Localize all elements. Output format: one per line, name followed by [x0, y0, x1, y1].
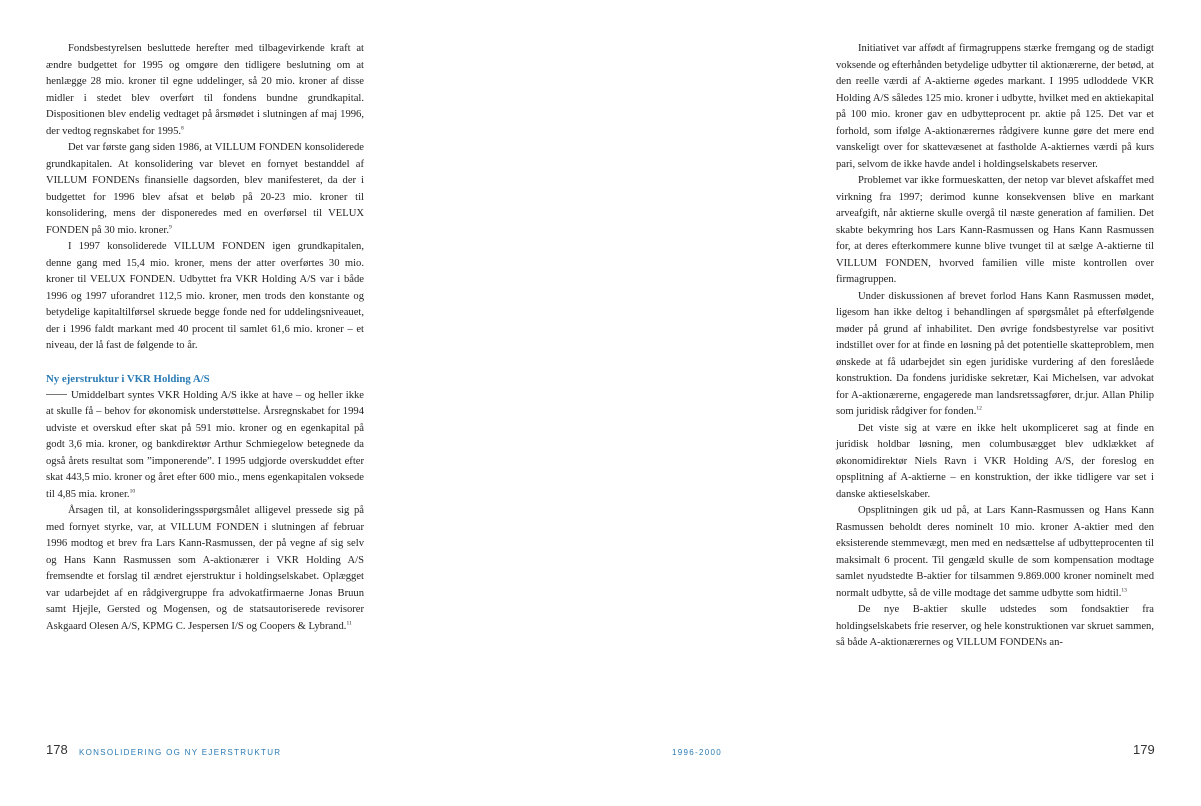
right-page-text: [836, 41, 1154, 652]
paragraph: I 1997 konsoliderede VILLUM FONDEN igen grundkapitalen, denne gang med 15,4 mio. kroner, mens der atter overførtes 30 mio. kroner til VELUX FONDEN. Udbyttet fra VKR Holding A/S var i både 1996 og 1997 uforandret 112,5 mio. kroner, men trods den konstante og betydelige kapitaltilførsel skruede begge fonde ned for uddelingsniveauet, der i 1996 faldt markant med 40 procent til samlet 61,6 mio. kroner – et niveau, der lå fast de følgende to år.: [46, 241, 364, 351]
paragraph: Det viste sig at være en ikke helt ukompliceret sag at finde en juridisk holdbar løsning, men columbusægget blev udklækket af økonomidirektør Niels Ravn i VKR Holding A/S, der foreslog en opsplitning af A-aktierne – en konstruktion, der ikke tidligere var set i danske aktieselskaber.: [836, 422, 1154, 500]
paragraph: De nye B-aktier skulle udstedes som fondsaktier fra holdingselskabets frie reserver, og hele konstruktionen var skruet sammen, så både A-aktionærernes og VILLUM FONDENs an-: [836, 604, 1154, 648]
paragraph: Opsplitningen gik ud på, at Lars Kann-Rasmussen og Hans Kann Rasmussen beholdt deres nominelt 10 mio. kroner A-aktier med den eksisterende stemmevægt, men med en nedsættelse af udbytteprocenten til maksimalt 6 procent. Til gengæld skulle de som kompensation modtage samlet nyudstedte B-aktier for tilsammen 9.869.000 kroner nominelt med normalt udbytte, så de ville modtage det samme udbytte som hidtil.$^{13}$: [836, 505, 1154, 599]
footnote-ref[interactable]: 11: [346, 619, 352, 626]
paragraph: Umiddelbart syntes VKR Holding A/S ikke at have – og heller ikke at skulle få – behov for økonomisk understøttelse. Årsregnskabet for 1994 udviste et overskud efter skat på 591 mio. kroner og en egenkapital på godt 3,6 mia. kroner, og bankdirektør Arthur Schmiegelow betegnede da også årets resultat som ”imponerende”. I 1995 udgjorde overskuddet efter skat 443,5 mio. kroner og året efter 600 mio., mens egenkapitalen voksede til 4,85 mia. kroner.$^{10}$: [46, 389, 364, 500]
footnote-ref[interactable]: 8: [181, 124, 184, 131]
footnote-ref[interactable]: 10: [129, 487, 136, 494]
running-head-right: 1996-2000: [672, 748, 722, 757]
left-page-text: [46, 41, 364, 635]
paragraph: Årsagen til, at konsolideringsspørgsmålet alligevel pressede sig på med fornyet styrke, var, at VILLUM FONDEN i slutningen af februar 1996 modtog et brev fra Lars Kann-Rasmussen, der på vegne af sig selv og Hans Kann Rasmussen som A-aktionærer i VKR Holding A/S fremsendte et forslag til ændret ejerstruktur i holdingselskabet. Oplægget var udarbejdet af en rådgivergruppe fra advokatfirmaerne Jonas Bruun samt Hjejle, Gersted og Mogensen, og de statsautoriserede revisorer Askgaard Olesen A/S, KPMG C. Jespersen I/S og Coopers & Lybrand.$^{11}$: [46, 505, 364, 632]
paragraph: Fondsbestyrelsen besluttede herefter med tilbagevirkende kraft at ændre budgettet for 1995 og omgøre den tidligere beslutning om at henlægge 28 mio. kroner til egne uddelinger, så 20 mio. kroner af disse midler i stedet blev overført til fondens bundne grundkapital. Dispositionen blev endelig vedtaget på årsmødet i slutningen af maj 1996, der vedtog regnskabet for 1995.$^8$: [46, 43, 364, 137]
section-heading: Ny ejerstruktur i VKR Holding A/S: [46, 373, 210, 385]
paragraph: Under diskussionen af brevet forlod Hans Kann Rasmussen mødet, ligesom han ikke deltog i behandlingen af spørgsmålet på efterfølgende møder på grund af inhabilitet. Den øvrige fondsbestyrelse var positivt indstillet over for at finde en løsning på det potentielle skatteproblem, men ønskede at få udarbejdet sin egen juridiske vurdering af den foreslåede konstruktion. Da fondens juridiske sekretær, Kai Michelsen, var advokat for A-aktionærerne, engagerede man landsretssagfører, dr.jur. Allan Philip som juridisk rådgiver for fonden.$^{12}$: [836, 290, 1154, 417]
footnote-ref[interactable]: 12: [976, 405, 982, 412]
running-head-left: KONSOLIDERING OG NY EJERSTRUKTUR: [79, 748, 282, 757]
dash-rule: [46, 394, 67, 395]
footnote-ref[interactable]: 13: [1121, 586, 1127, 593]
paragraph: Problemet var ikke formueskatten, der netop var blevet afskaffet med virkning fra 1997; derimod kunne konsekvensen blive en markant arveafgift, når aktierne skulle overgå til næste generation af familien. Det skabte bekymring hos Lars Kann-Rasmussen og Hans Kann Rasmussen for, at deres efterkommere kunne blive tvunget til at sælge A-aktierne til VILLUM FONDEN, hvorved familien ville miste kontrollen over firmagruppen.: [836, 175, 1154, 285]
page-number-right: 179: [1133, 742, 1155, 757]
footnote-ref[interactable]: 9: [169, 223, 172, 230]
paragraph: Initiativet var affødt af firmagruppens stærke fremgang og de stadigt voksende og efterhånden betydelige udbytter til aktionærerne, der betød, at den reelle værdi af A-aktierne øgedes markant. I 1995 udloddede VKR Holding A/S således 125 mio. kroner i udbytte, hvilket med en aktiekapital på 100 mio. kroner gav en udbytteprocent pr. aktie på 125. Det var et forhold, som ifølge A-aktionærernes rådgivere kunne gøre det mere end vanskeligt over for skattevæsenet at fastholde A-aktiernes værdi på kurs pari, selvom de ikke havde andel i holdingselskabets reserver.: [836, 43, 1154, 170]
page-number-left: 178: [46, 742, 68, 757]
paragraph: Det var første gang siden 1986, at VILLUM FONDEN konsoliderede grundkapitalen. At konsolidering var blevet en fornyet bestanddel af VILLUM FONDENs finansielle dagsorden, blev manifesteret, da der i budgettet for 1996 blev afsat et beløb på 20-23 mio. kroner til konsolidering, mens der disponeredes med en overførsel til VELUX FONDEN på 30 mio. kroner.$^9$: [46, 142, 364, 236]
